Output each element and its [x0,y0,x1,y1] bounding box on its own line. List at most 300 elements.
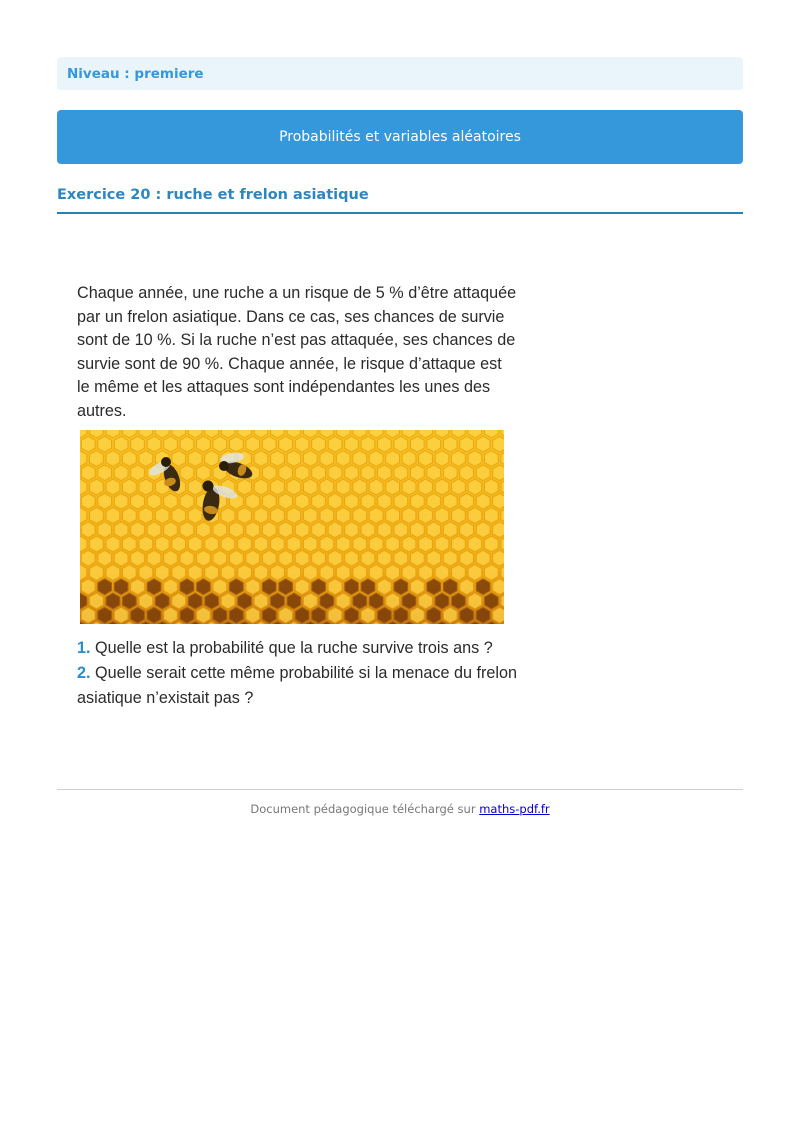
exercise-scan [70,278,520,718]
honeycomb-cell [90,451,104,467]
honeycomb-cell [328,607,342,623]
honeycomb-cell [271,536,285,552]
honeycomb-cell [139,479,153,495]
honeycomb-cell [123,508,137,524]
honeycomb-cell [345,465,359,481]
honeycomb-cell [164,607,178,623]
honeycomb-cell [180,436,194,452]
footer-divider [57,789,743,790]
honeycomb-cell [123,479,137,495]
honeycomb-cell [394,550,408,566]
level-label: Niveau : premiere [67,65,204,82]
honeycomb-cell [279,550,293,566]
honeycomb-cell [254,565,268,581]
honeycomb-cell [402,593,416,609]
honeycomb-cell [172,593,186,609]
honeycomb-cell [188,508,202,524]
theme-banner [57,110,743,164]
honeycomb-cell [369,451,383,467]
honeycomb-cell [197,465,211,481]
honeycomb-cell [378,465,392,481]
honeycomb-cell [411,550,425,566]
level-badge [57,57,743,90]
honeycomb-cell [320,508,334,524]
honeycomb-cell [378,436,392,452]
honeycomb-cell [172,451,186,467]
honeycomb-cell [131,579,145,595]
honeycomb-cell [452,508,466,524]
honeycomb-cell [402,479,416,495]
honeycomb-cell [443,550,457,566]
honeycomb-cell [213,522,227,538]
honeycomb-cell [81,493,95,509]
honeycomb-cell [106,508,120,524]
honeycomb-cell [361,550,375,566]
honeycomb-cell [295,579,309,595]
honeycomb-cell [221,565,235,581]
honeycomb-cell [369,565,383,581]
honeycomb-cell [197,550,211,566]
honeycomb-cell [114,493,128,509]
honeycomb-cell [394,607,408,623]
honeycomb-cell [230,522,244,538]
honeycomb-cell [427,465,441,481]
honeycomb-cell [131,465,145,481]
honeycomb-cell [139,508,153,524]
honeycomb-cell [262,550,276,566]
honeycomb-cell [81,436,95,452]
question-list [77,636,517,711]
honeycomb-cell [361,493,375,509]
honeycomb-cell [188,565,202,581]
honeycomb-cell [336,593,350,609]
honeycomb-cell [155,593,169,609]
honeycomb-cell [328,493,342,509]
honeycomb-cell [197,436,211,452]
honeycomb-cell [336,479,350,495]
honeycomb-cell [238,536,252,552]
honeycomb-photo [80,430,504,624]
question-1 [77,636,517,661]
honeycomb-cell [452,536,466,552]
honeycomb-cell [262,465,276,481]
honeycomb-cell [386,479,400,495]
honeycomb-cell [106,593,120,609]
honeycomb-cell [262,493,276,509]
honeycomb-cell [361,579,375,595]
honeycomb-cell [345,607,359,623]
honeycomb-cell [427,522,441,538]
honeycomb-cell [295,607,309,623]
honeycomb-cell [123,593,137,609]
honeycomb-cell [295,550,309,566]
honeycomb-cell [435,479,449,495]
honeycomb-cell [271,479,285,495]
honeycomb-cell [238,479,252,495]
honeycomb-cell [197,522,211,538]
honeycomb-cell [221,536,235,552]
honeycomb-cell [262,522,276,538]
honeycomb-cell [230,607,244,623]
honeycomb-cell [164,436,178,452]
honeycomb-cell [131,493,145,509]
honeycomb-cell [386,508,400,524]
honeycomb-cell [98,493,112,509]
honeycomb-cell [246,607,260,623]
honeycomb-cell [205,593,219,609]
honeycomb-cell [106,536,120,552]
honeycomb-cell [147,436,161,452]
honeycomb-cell [328,436,342,452]
honeycomb-cell [304,508,318,524]
honeycomb-cell [180,550,194,566]
honeycomb-cell [262,436,276,452]
honeycomb-cell [369,479,383,495]
honeycomb-cell [98,607,112,623]
honeycomb-cell [279,522,293,538]
honeycomb-cell [123,451,137,467]
honeycomb-cell [443,436,457,452]
honeycomb-cell [246,493,260,509]
honeycomb-cell [205,451,219,467]
honeycomb-cell [485,451,499,467]
question-2 [77,661,517,711]
honeycomb-cell [123,536,137,552]
honeycomb-cell [312,522,326,538]
honeycomb-cell [114,550,128,566]
honeycomb-cell [336,451,350,467]
honeycomb-cell [361,522,375,538]
honeycomb-cell [131,436,145,452]
honeycomb-cell [427,607,441,623]
honeycomb-cell [320,536,334,552]
honeycomb-cell [139,451,153,467]
honeycomb-cell [98,465,112,481]
honeycomb-cell [386,593,400,609]
honeycomb-cell [304,479,318,495]
honeycomb-cell [114,465,128,481]
honeycomb-cell [320,593,334,609]
footer-link[interactable]: maths-pdf.fr [479,802,550,816]
honeycomb-cell [114,436,128,452]
honeycomb-cell [271,593,285,609]
honeycomb-cell [460,465,474,481]
honeycomb-cell [287,565,301,581]
honeycomb-cell [81,607,95,623]
honeycomb-cell [460,607,474,623]
honeycomb-cell [139,593,153,609]
honeycomb-cell [435,593,449,609]
honeycomb-cell [427,436,441,452]
honeycomb-cell [353,536,367,552]
honeycomb-cell [287,593,301,609]
honeycomb-cell [312,436,326,452]
honeycomb-cell [139,565,153,581]
honeycomb-cell [238,565,252,581]
honeycomb-cell [304,565,318,581]
honeycomb-cell [262,607,276,623]
honeycomb-cell [345,436,359,452]
honeycomb-illustration [80,430,504,624]
honeycomb-cell [435,508,449,524]
honeycomb-cell [271,451,285,467]
honeycomb-cell [262,579,276,595]
honeycomb-cell [419,451,433,467]
honeycomb-cell [361,436,375,452]
question-2-text: Quelle serait cette même probabilité si la menace du frelon asiatique n’existait pas ? [77,664,518,707]
honeycomb-cell [312,607,326,623]
honeycomb-cell [287,508,301,524]
honeycomb-cell [435,565,449,581]
honeycomb-cell [369,508,383,524]
honeycomb-cell [172,536,186,552]
honeycomb-cell [254,451,268,467]
honeycomb-cell [452,593,466,609]
honeycomb-cell [238,508,252,524]
honeycomb-cell [205,565,219,581]
honeycomb-cell [131,550,145,566]
honeycomb-cells [80,430,504,624]
honeycomb-cell [197,607,211,623]
honeycomb-cell [394,493,408,509]
honeycomb-cell [427,550,441,566]
honeycomb-cell [328,579,342,595]
honeycomb-cell [361,465,375,481]
honeycomb-cell [114,607,128,623]
honeycomb-cell [443,493,457,509]
honeycomb-cell [419,536,433,552]
honeycomb-cell [254,536,268,552]
honeycomb-cell [246,436,260,452]
honeycomb-cell [147,607,161,623]
honeycomb-cell [476,607,490,623]
honeycomb-cell [90,565,104,581]
honeycomb-cell [271,565,285,581]
footer-text: Document pédagogique téléchargé sur [250,802,476,816]
honeycomb-cell [172,508,186,524]
honeycomb-cell [402,508,416,524]
honeycomb-cell [476,465,490,481]
honeycomb-cell [90,508,104,524]
honeycomb-cell [180,493,194,509]
honeycomb-cell [164,579,178,595]
honeycomb-cell [427,493,441,509]
honeycomb-cell [468,536,482,552]
honeycomb-cell [452,479,466,495]
honeycomb-cell [419,565,433,581]
honeycomb-cell [353,479,367,495]
honeycomb-cell [336,536,350,552]
honeycomb-cell [386,451,400,467]
honeycomb-cell [378,607,392,623]
honeycomb-cell [246,579,260,595]
honeycomb-cell [320,479,334,495]
honeycomb-cell [460,550,474,566]
honeycomb-cell [230,550,244,566]
honeycomb-cell [468,565,482,581]
honeycomb-cell [312,465,326,481]
honeycomb-cell [394,465,408,481]
honeycomb-cell [221,593,235,609]
honeycomb-cell [188,593,202,609]
honeycomb-cell [468,593,482,609]
honeycomb-cell [485,536,499,552]
honeycomb-cell [287,451,301,467]
honeycomb-cell [369,536,383,552]
question-1-number: 1. [77,639,91,657]
honeycomb-cell [419,508,433,524]
honeycomb-cell [386,536,400,552]
honeycomb-cell [369,593,383,609]
honeycomb-cell [427,579,441,595]
honeycomb-cell [180,607,194,623]
honeycomb-cell [188,479,202,495]
honeycomb-cell [394,522,408,538]
honeycomb-cell [98,436,112,452]
honeycomb-cell [81,579,95,595]
honeycomb-cell [460,436,474,452]
honeycomb-cell [98,550,112,566]
honeycomb-cell [476,579,490,595]
honeycomb-cell [90,479,104,495]
honeycomb-cell [213,550,227,566]
honeycomb-cell [345,522,359,538]
honeycomb-cell [106,451,120,467]
honeycomb-cell [147,522,161,538]
honeycomb-cell [295,493,309,509]
honeycomb-cell [147,550,161,566]
honeycomb-cell [328,465,342,481]
honeycomb-cell [213,607,227,623]
honeycomb-cell [279,579,293,595]
honeycomb-cell [411,579,425,595]
question-1-text: Quelle est la probabilité que la ruche survive trois ans ? [95,639,493,657]
honeycomb-cell [295,522,309,538]
honeycomb-cell [131,607,145,623]
honeycomb-cell [378,579,392,595]
honeycomb-cell [443,522,457,538]
honeycomb-cell [378,550,392,566]
honeycomb-cell [411,493,425,509]
honeycomb-cell [419,593,433,609]
honeycomb-cell [188,536,202,552]
honeycomb-cell [345,550,359,566]
honeycomb-cell [402,565,416,581]
honeycomb-cell [353,451,367,467]
honeycomb-cell [180,465,194,481]
honeycomb-cell [114,522,128,538]
honeycomb-cell [476,436,490,452]
honeycomb-cell [155,536,169,552]
honeycomb-cell [147,493,161,509]
honeycomb-cell [485,593,499,609]
honeycomb-cell [476,493,490,509]
honeycomb-cell [345,579,359,595]
honeycomb-cell [336,565,350,581]
honeycomb-cell [139,536,153,552]
theme-title: Probabilités et variables aléatoires [279,129,521,145]
honeycomb-cell [287,479,301,495]
honeycomb-cell [485,565,499,581]
honeycomb-cell [180,522,194,538]
honeycomb-cell [452,451,466,467]
honeycomb-cell [394,579,408,595]
honeycomb-cell [213,436,227,452]
honeycomb-cell [81,465,95,481]
honeycomb-cell [81,550,95,566]
honeycomb-cell [90,593,104,609]
honeycomb-cell [468,508,482,524]
honeycomb-cell [230,579,244,595]
honeycomb-cell [131,522,145,538]
honeycomb-cell [460,522,474,538]
honeycomb-cell [295,436,309,452]
question-2-number: 2. [77,664,91,682]
honeycomb-cell [238,593,252,609]
honeycomb-cell [304,451,318,467]
honeycomb-cell [411,465,425,481]
honeycomb-cell [435,536,449,552]
honeycomb-cell [402,451,416,467]
honeycomb-cell [443,607,457,623]
honeycomb-cell [460,579,474,595]
honeycomb-cell [98,522,112,538]
honeycomb-cell [345,493,359,509]
honeycomb-cell [336,508,350,524]
exercise-title: Exercice 20 : ruche et frelon asiatique [57,184,743,214]
honeycomb-cell [353,565,367,581]
honeycomb-cell [312,550,326,566]
honeycomb-cell [164,493,178,509]
honeycomb-cell [180,579,194,595]
honeycomb-cell [221,508,235,524]
honeycomb-cell [443,465,457,481]
honeycomb-cell [279,607,293,623]
honeycomb-cell [172,565,186,581]
honeycomb-cell [147,579,161,595]
honeycomb-cell [443,579,457,595]
honeycomb-cell [320,451,334,467]
honeycomb-cell [468,451,482,467]
honeycomb-cell [254,479,268,495]
honeycomb-cell [361,607,375,623]
honeycomb-cell [213,579,227,595]
honeycomb-cell [279,465,293,481]
honeycomb-cell [468,479,482,495]
honeycomb-cell [485,479,499,495]
honeycomb-cell [411,522,425,538]
honeycomb-cell [246,522,260,538]
honeycomb-cell [295,465,309,481]
honeycomb-cell [353,508,367,524]
honeycomb-cell [205,536,219,552]
honeycomb-cell [460,493,474,509]
honeycomb-cell [164,522,178,538]
honeycomb-cell [476,522,490,538]
footer [57,802,743,816]
exercise-statement: Chaque année, une ruche a un risque de 5 % d’être attaquée par un frelon asiatique. Dans ce cas, ses chances de survie sont de 10 %. Si la ruche n’est pas attaquée, ses chances de survie sont de 90 %. Chaque année, le risque d’attaque est le même et les attaques sont indépendantes les unes des autres. [77,284,517,420]
honeycomb-cell [320,565,334,581]
honeycomb-cell [98,579,112,595]
honeycomb-cell [304,593,318,609]
honeycomb-cell [106,479,120,495]
honeycomb-cell [123,565,137,581]
honeycomb-cell [485,508,499,524]
honeycomb-cell [411,607,425,623]
honeycomb-cell [386,565,400,581]
honeycomb-cell [271,508,285,524]
honeycomb-cell [435,451,449,467]
